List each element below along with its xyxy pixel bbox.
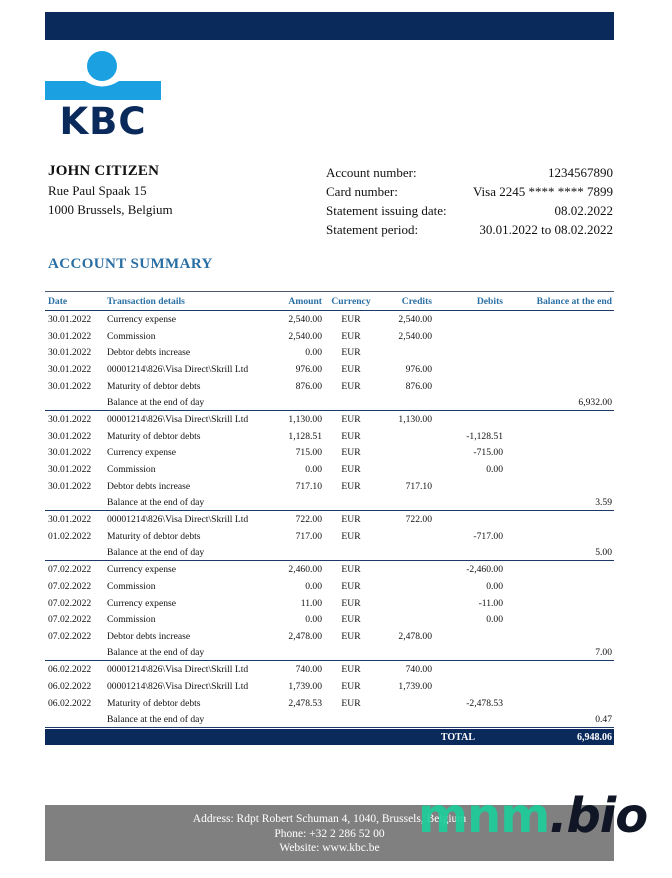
cell-credits: 717.10	[405, 480, 432, 492]
table-row	[45, 678, 614, 695]
cell-currency: EUR	[341, 630, 361, 642]
cell-balance: 0.47	[595, 713, 612, 725]
cell-details: Balance at the end of day	[107, 647, 205, 659]
cell-details: Maturity of debtor debts	[107, 697, 201, 709]
cell-date: 06.02.2022	[48, 680, 92, 692]
cell-currency: EUR	[341, 680, 361, 692]
footer-website: Website: www.kbc.be	[279, 842, 380, 854]
cell-currency: EUR	[341, 530, 361, 542]
col-date: Date	[48, 295, 68, 307]
cell-date: 30.01.2022	[48, 514, 92, 526]
cell-currency: EUR	[341, 447, 361, 459]
table-row	[45, 661, 614, 678]
cell-credits: 976.00	[405, 363, 432, 375]
cell-credits: 2,540.00	[398, 330, 432, 342]
cell-currency: EUR	[341, 464, 361, 476]
table-row	[45, 695, 614, 712]
cell-amount: 740.00	[295, 664, 322, 676]
balance-row	[45, 495, 614, 512]
transactions-table	[45, 291, 614, 745]
cell-credits: 1,130.00	[398, 413, 432, 425]
cell-amount: 717.00	[295, 530, 322, 542]
kbc-logo	[45, 48, 161, 136]
cell-currency: EUR	[341, 313, 361, 325]
cell-amount: 715.00	[295, 447, 322, 459]
cell-amount: 0.00	[305, 614, 322, 626]
issue-date-value: 08.02.2022	[554, 203, 613, 218]
cell-balance: 6,932.00	[578, 396, 612, 408]
issue-date-row	[326, 201, 613, 220]
cell-debits: -1,128.51	[466, 430, 503, 442]
table-row	[45, 311, 614, 328]
cell-credits: 722.00	[405, 514, 432, 526]
period-value: 30.01.2022 to 08.02.2022	[479, 222, 613, 237]
table-row	[45, 578, 614, 595]
period-label: Statement period:	[326, 222, 419, 237]
cell-details: Maturity of debtor debts	[107, 430, 201, 442]
col-amount: Amount	[288, 295, 322, 307]
col-currency: Currency	[331, 295, 371, 307]
col-credits: Credits	[401, 295, 432, 307]
client-name: JOHN CITIZEN	[48, 163, 160, 179]
cell-date: 06.02.2022	[48, 697, 92, 709]
table-header	[45, 291, 614, 311]
cell-details: Currency expense	[107, 313, 176, 325]
total-value: 6,948.06	[577, 731, 612, 743]
cell-debits: -717.00	[473, 530, 503, 542]
cell-date: 06.02.2022	[48, 664, 92, 676]
logo-head-icon	[87, 51, 117, 81]
cell-details: Balance at the end of day	[107, 546, 205, 558]
table-row	[45, 628, 614, 645]
cell-currency: EUR	[341, 380, 361, 392]
total-label: TOTAL	[440, 731, 475, 743]
card-number-value: Visa 2245 **** **** 7899	[472, 184, 613, 199]
total-bar	[45, 729, 614, 745]
cell-details: Balance at the end of day	[107, 396, 205, 408]
footer-phone: Phone: +32 2 286 52 00	[274, 827, 385, 840]
cell-details: 00001214\826\Visa Direct\Skrill Ltd	[107, 413, 249, 425]
cell-details: Currency expense	[107, 447, 176, 459]
cell-date: 30.01.2022	[48, 413, 92, 425]
cell-details: Balance at the end of day	[107, 496, 205, 508]
cell-currency: EUR	[341, 347, 361, 359]
cell-debits: -2,460.00	[466, 564, 503, 576]
cell-date: 30.01.2022	[48, 380, 92, 392]
table-row	[45, 511, 614, 528]
client-address-line2: 1000 Brussels, Belgium	[48, 202, 173, 217]
cell-balance: 7.00	[595, 647, 612, 659]
table-row	[45, 528, 614, 545]
cell-credits: 740.00	[405, 664, 432, 676]
balance-row	[45, 712, 614, 729]
cell-amount: 1,128.51	[288, 430, 322, 442]
table-row	[45, 328, 614, 345]
cell-currency: EUR	[341, 597, 361, 609]
cell-amount: 2,540.00	[288, 330, 322, 342]
cell-date: 30.01.2022	[48, 430, 92, 442]
cell-date: 30.01.2022	[48, 447, 92, 459]
footer-address: Address: Rdpt Robert Schuman 4, 1040, Brussels, Belgium	[192, 813, 467, 825]
cell-date: 01.02.2022	[48, 530, 92, 542]
cell-date: 07.02.2022	[48, 564, 92, 576]
cell-credits: 2,478.00	[398, 630, 432, 642]
cell-amount: 722.00	[295, 514, 322, 526]
cell-currency: EUR	[341, 580, 361, 592]
watermark	[418, 788, 647, 844]
cell-debits: -715.00	[473, 447, 503, 459]
table-row	[45, 561, 614, 578]
cell-date: 07.02.2022	[48, 630, 92, 642]
cell-currency: EUR	[341, 363, 361, 375]
cell-amount: 2,478.00	[288, 630, 322, 642]
section-title: ACCOUNT SUMMARY	[48, 256, 213, 272]
cell-amount: 0.00	[305, 464, 322, 476]
balance-row	[45, 645, 614, 662]
cell-currency: EUR	[341, 413, 361, 425]
cell-debits: 0.00	[486, 464, 503, 476]
cell-details: Currency expense	[107, 597, 176, 609]
cell-amount: 11.00	[300, 597, 322, 609]
kbc-logo-icon	[45, 48, 161, 136]
cell-amount: 2,540.00	[288, 313, 322, 325]
cell-date: 30.01.2022	[48, 330, 92, 342]
cell-details: 00001214\826\Visa Direct\Skrill Ltd	[107, 680, 249, 692]
cell-balance: 5.00	[595, 546, 612, 558]
account-number-label: Account number:	[326, 165, 417, 180]
client-address-line1: Rue Paul Spaak 15	[48, 183, 147, 198]
cell-details: Debtor debts increase	[107, 630, 191, 642]
cell-amount: 876.00	[295, 380, 322, 392]
cell-credits: 1,739.00	[398, 680, 432, 692]
balance-row	[45, 545, 614, 562]
cell-credits: 876.00	[405, 380, 432, 392]
cell-debits: 0.00	[486, 580, 503, 592]
cell-details: Balance at the end of day	[107, 713, 205, 725]
table-row	[45, 361, 614, 378]
header-bar	[45, 12, 614, 40]
cell-currency: EUR	[341, 664, 361, 676]
cell-amount: 2,460.00	[288, 564, 322, 576]
account-number-value: 1234567890	[548, 165, 613, 180]
table-row	[45, 445, 614, 462]
card-number-row	[326, 182, 613, 201]
cell-date: 07.02.2022	[48, 580, 92, 592]
cell-currency: EUR	[341, 480, 361, 492]
cell-balance: 3.59	[595, 496, 612, 508]
cell-debits: -2,478.53	[466, 697, 503, 709]
cell-currency: EUR	[341, 697, 361, 709]
client-block	[48, 162, 173, 219]
table-row	[45, 461, 614, 478]
cell-date: 30.01.2022	[48, 464, 92, 476]
watermark-part1: mnm	[418, 788, 550, 844]
cell-date: 30.01.2022	[48, 480, 92, 492]
cell-currency: EUR	[341, 430, 361, 442]
cell-date: 07.02.2022	[48, 597, 92, 609]
cell-details: Debtor debts increase	[107, 480, 191, 492]
cell-debits: -11.00	[478, 597, 503, 609]
table-row	[45, 595, 614, 612]
cell-details: Commission	[107, 614, 156, 626]
cell-amount: 2,478.53	[288, 697, 322, 709]
cell-details: Commission	[107, 580, 156, 592]
table-body	[45, 311, 614, 728]
cell-amount: 1,739.00	[288, 680, 322, 692]
period-row	[326, 220, 613, 239]
cell-amount: 0.00	[305, 580, 322, 592]
cell-details: 00001214\826\Visa Direct\Skrill Ltd	[107, 514, 249, 526]
issue-date-label: Statement issuing date:	[326, 203, 447, 218]
card-number-label: Card number:	[326, 184, 398, 199]
cell-currency: EUR	[341, 514, 361, 526]
balance-row	[45, 394, 614, 411]
cell-date: 30.01.2022	[48, 313, 92, 325]
cell-details: Maturity of debtor debts	[107, 530, 201, 542]
cell-date: 30.01.2022	[48, 347, 92, 359]
account-meta	[326, 163, 613, 239]
table-row	[45, 378, 614, 395]
cell-date: 30.01.2022	[48, 363, 92, 375]
table-row	[45, 411, 614, 428]
table-row	[45, 611, 614, 628]
cell-amount: 717.10	[295, 480, 322, 492]
cell-amount: 0.00	[305, 347, 322, 359]
cell-details: Commission	[107, 330, 156, 342]
watermark-part2: .bio	[549, 788, 648, 844]
cell-details: 00001214\826\Visa Direct\Skrill Ltd	[107, 363, 249, 375]
cell-date: 07.02.2022	[48, 614, 92, 626]
col-balance: Balance at the end	[536, 295, 612, 307]
col-details: Transaction details	[107, 295, 185, 307]
table-row	[45, 344, 614, 361]
cell-details: Maturity of debtor debts	[107, 380, 201, 392]
cell-details: Commission	[107, 464, 156, 476]
table-row	[45, 428, 614, 445]
logo-body-icon	[45, 81, 161, 100]
cell-currency: EUR	[341, 330, 361, 342]
cell-details: Debtor debts increase	[107, 347, 191, 359]
cell-details: 00001214\826\Visa Direct\Skrill Ltd	[107, 664, 249, 676]
table-row	[45, 478, 614, 495]
cell-currency: EUR	[341, 614, 361, 626]
logo-text: KBC	[59, 100, 147, 136]
cell-amount: 976.00	[295, 363, 322, 375]
cell-details: Currency expense	[107, 564, 176, 576]
col-debits: Debits	[476, 295, 503, 307]
cell-currency: EUR	[341, 564, 361, 576]
account-number-row	[326, 163, 613, 182]
cell-debits: 0.00	[486, 614, 503, 626]
cell-credits: 2,540.00	[398, 313, 432, 325]
cell-amount: 1,130.00	[288, 413, 322, 425]
